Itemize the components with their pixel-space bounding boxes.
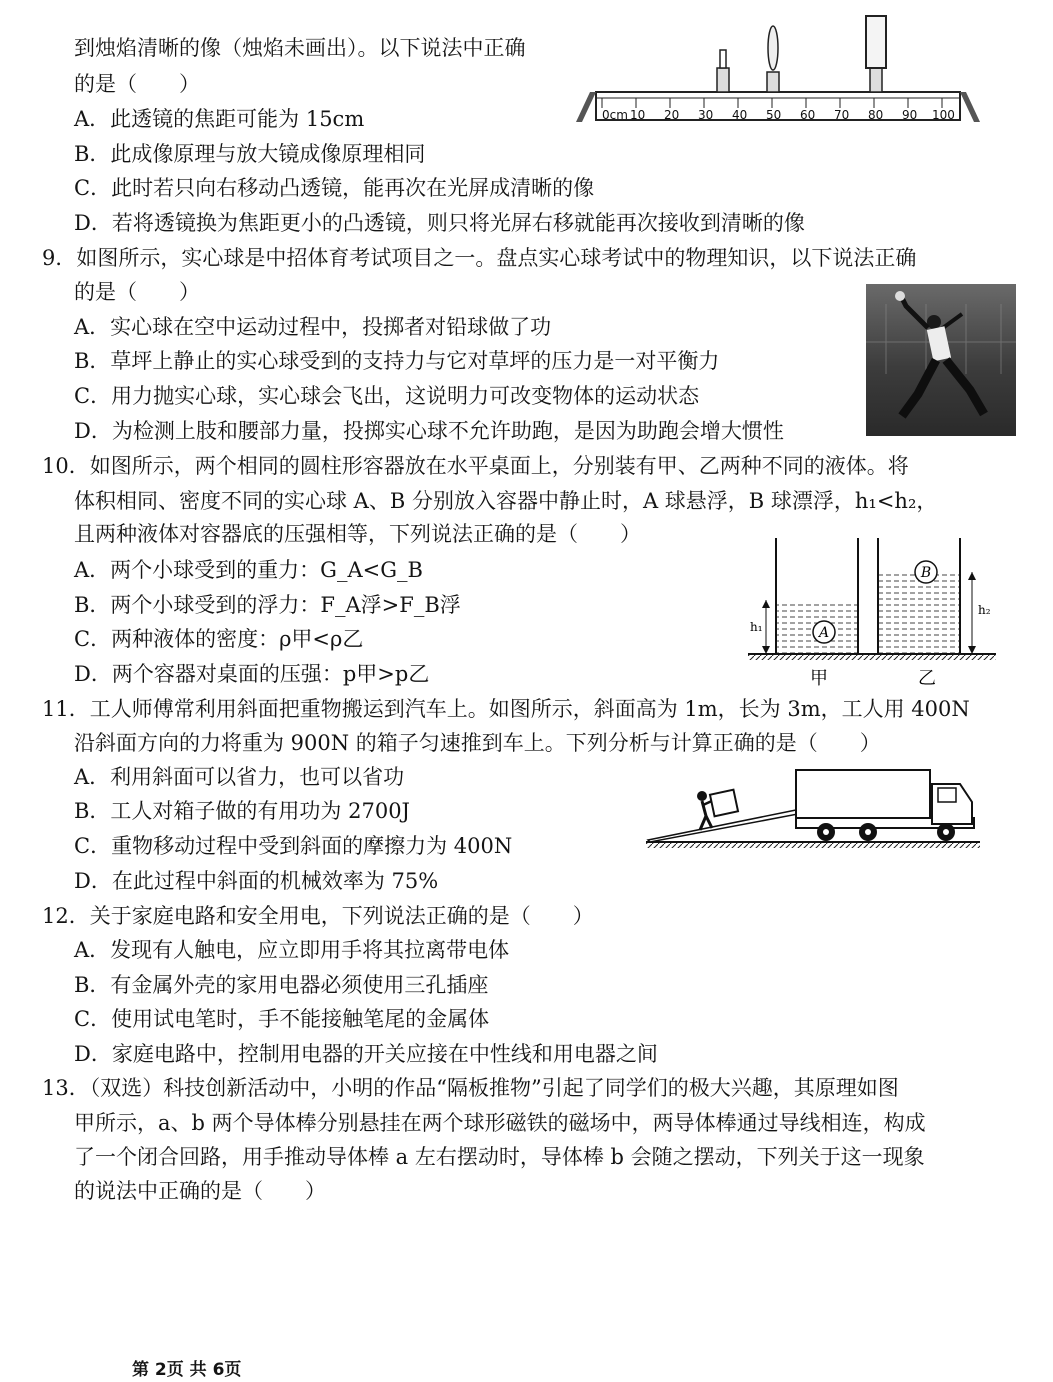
containers-figure	[742, 536, 1002, 691]
ruler-label-30: 30	[698, 108, 714, 122]
q13-stem-line3: 了一个闭合回路，用手推动导体棒 a 左右摆动时，导体棒 b 会随之摆动，下列关于这一现象	[74, 1145, 925, 1169]
q13-stem-line1: 13．（双选）科技创新活动中，小明的作品“隔板推物”引起了同学们的极大兴趣，其原理如图	[42, 1076, 899, 1100]
q8-option-b: B．此成像原理与放大镜成像原理相同	[74, 142, 426, 166]
q12-option-c: C．使用试电笔时，手不能接触笔尾的金属体	[74, 1007, 490, 1031]
q9-option-d: D．为检测上肢和腰部力量，投掷实心球不允许助跑，是因为助跑会增大惯性	[74, 419, 784, 443]
ruler-label-50: 50	[766, 108, 782, 122]
q11-option-d: D．在此过程中斜面的机械效率为 75%	[74, 869, 439, 893]
shot-put-photo	[866, 284, 1016, 436]
q11-option-b: B．工人对箱子做的有用功为 2700J	[74, 799, 410, 823]
q10-stem-line2: 体积相同、密度不同的实心球 A、B 分别放入容器中静止时，A 球悬浮，B 球漂浮，h₁<h₂，	[74, 489, 938, 513]
q13-stem-line2: 甲所示，a、b 两个导体棒分别悬挂在两个球形磁铁的磁场中，两导体棒通过导线相连，构成	[74, 1111, 926, 1135]
q11-option-a: A．利用斜面可以省力，也可以省功	[74, 765, 405, 789]
ruler-label-60: 60	[800, 108, 816, 122]
q9-option-c: C．用力抛实心球，实心球会飞出，这说明力可改变物体的运动状态	[74, 384, 700, 408]
q8-option-c: C．此时若只向右移动凸透镜，能再次在光屏成清晰的像	[74, 176, 595, 200]
q11-stem-line2: 沿斜面方向的力将重为 900N 的箱子匀速推到车上。下列分析与计算正确的是（ ）	[74, 731, 881, 755]
q12-stem-line1: 12．关于家庭电路和安全用电，下列说法正确的是（ ）	[42, 904, 594, 928]
q12-option-d: D．家庭电路中，控制用电器的开关应接在中性线和用电器之间	[74, 1042, 658, 1066]
ruler-label-20: 20	[664, 108, 680, 122]
ruler-label-0: 0cm	[602, 108, 628, 122]
q11-option-c: C．重物移动过程中受到斜面的摩擦力为 400N	[74, 834, 513, 858]
h1-label: h₁	[750, 620, 763, 634]
q11-stem-line1: 11．工人师傅常利用斜面把重物搬运到汽车上。如图所示，斜面高为 1m，长为 3m，工人用 400N	[42, 697, 970, 721]
q10-option-d: D．两个容器对桌面的压强：p甲>p乙	[74, 662, 430, 686]
q12-option-b: B．有金属外壳的家用电器必须使用三孔插座	[74, 973, 489, 997]
q12-option-a: A．发现有人触电，应立即用手将其拉离带电体	[74, 938, 510, 962]
q8-option-a: A．此透镜的焦距可能为 15cm	[74, 107, 365, 131]
q10-stem-line1: 10．如图所示，两个相同的圆柱形容器放在水平桌面上，分别装有甲、乙两种不同的液体。将	[42, 454, 909, 478]
q10-option-c: C．两种液体的密度：ρ甲<ρ乙	[74, 627, 364, 651]
q9-option-a: A．实心球在空中运动过程中，投掷者对铅球做了功	[74, 315, 552, 339]
q9-stem-line1: 9．如图所示，实心球是中招体育考试项目之一。盘点实心球考试中的物理知识，以下说法正确	[42, 246, 917, 270]
q10-stem-line3: 且两种液体对容器底的压强相等，下列说法正确的是（ ）	[74, 522, 641, 546]
q10-option-b: B．两个小球受到的浮力：F_A浮>F_B浮	[74, 593, 461, 617]
q13-stem-line4: 的说法中正确的是（ ）	[74, 1179, 326, 1203]
page-number-footer: 第 2页 共 6页	[132, 1360, 242, 1380]
q8-option-d: D．若将透镜换为焦距更小的凸透镜，则只将光屏右移就能再次接收到清晰的像	[74, 211, 805, 235]
container-jia-label: 甲	[810, 668, 828, 689]
ruler-label-40: 40	[732, 108, 748, 122]
ruler-label-80: 80	[868, 108, 884, 122]
ball-a-label: A	[818, 625, 830, 641]
q10-option-a: A．两个小球受到的重力：G_A<G_B	[74, 558, 423, 582]
ball-b-label: B	[920, 565, 932, 581]
q9-option-b: B．草坪上静止的实心球受到的支持力与它对草坪的压力是一对平衡力	[74, 349, 720, 373]
ruler-label-10: 10	[630, 108, 646, 122]
container-yi-label: 乙	[918, 668, 936, 689]
q8-stem-line2: 的是（ ）	[74, 72, 200, 96]
ruler-label-100: 100	[932, 108, 955, 122]
optical-bench-figure	[576, 12, 980, 130]
q8-stem-line1: 到烛焰清晰的像（烛焰未画出）。以下说法中正确	[74, 36, 526, 60]
ruler-label-70: 70	[834, 108, 850, 122]
ramp-truck-figure	[646, 766, 980, 852]
ruler-label-90: 90	[902, 108, 918, 122]
h2-label: h₂	[978, 603, 991, 617]
q9-stem-line2: 的是（ ）	[74, 280, 200, 304]
